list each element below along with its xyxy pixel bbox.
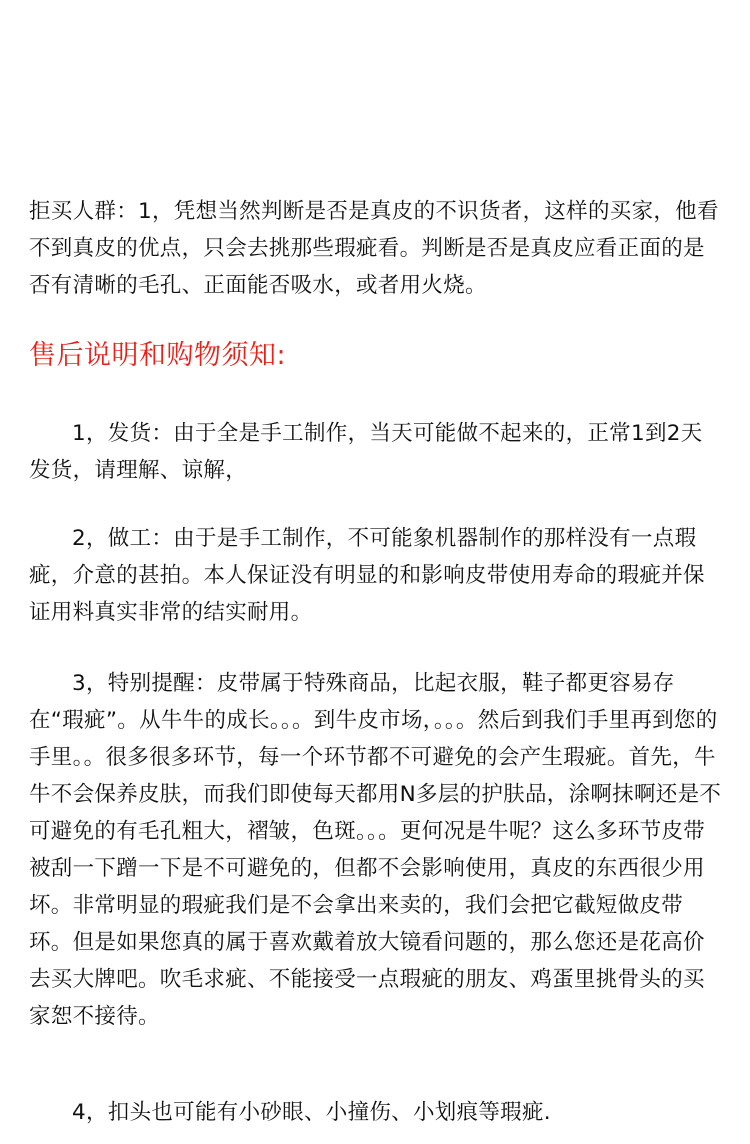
notice-workmanship: 2，做工：由于是手工制作，不可能象机器制作的那样没有一点瑕疵，介意的甚拍。本人保证没有明显的和影响皮带使用寿命的瑕疵并保证用料真实非常的结实耐用。	[29, 526, 705, 625]
notice-buckle-flaws: 4，扣头也可能有小砂眼、小撞伤、小划痕等瑕疵.	[72, 1100, 551, 1125]
notice-shipping: 1，发货：由于全是手工制作，当天可能做不起来的，正常1到2天发货，请理解、谅解，	[29, 421, 703, 483]
notice-special-reminder: 3，特别提醒：皮带属于特殊商品，比起衣服，鞋子都更容易存在“瑕疵”。从牛牛的成长。。。到牛皮市场，。。。然后到我们手里再到您的手里。。很多很多环节，每一个环节都不可避免的会产生瑕疵。首先，牛牛不会保养皮肤，而我们即使每天都用N多层的护肤品，涂啊抹啊还是不可避免的有毛孔粗大，褶皱，色斑。。。更何况是牛呢？这么多环节皮带被刮一下蹭一下是不可避免的，但都不会影响使用，真皮的东西很少用坏。非常明显的瑕疵我们是不会拿出来卖的，我们会把它截短做皮带环。但是如果您真的属于喜欢戴着放大镜看问题的，那么您还是花高价去买大牌吧。吹毛求疵、不能接受一点瑕疵的朋友、鸡蛋里挑骨头的买家恕不接待。	[29, 671, 722, 1029]
refuse-buyers-paragraph: 拒买人群：1，凭想当然判断是否是真皮的不识货者，这样的买家，他看不到真皮的优点，只会去挑那些瑕疵看。判断是否是真皮应看正面的是否有清晰的毛孔、正面能否吸水，或者用火烧。	[29, 199, 719, 298]
after-sales-heading: 售后说明和购物须知:	[29, 340, 287, 371]
